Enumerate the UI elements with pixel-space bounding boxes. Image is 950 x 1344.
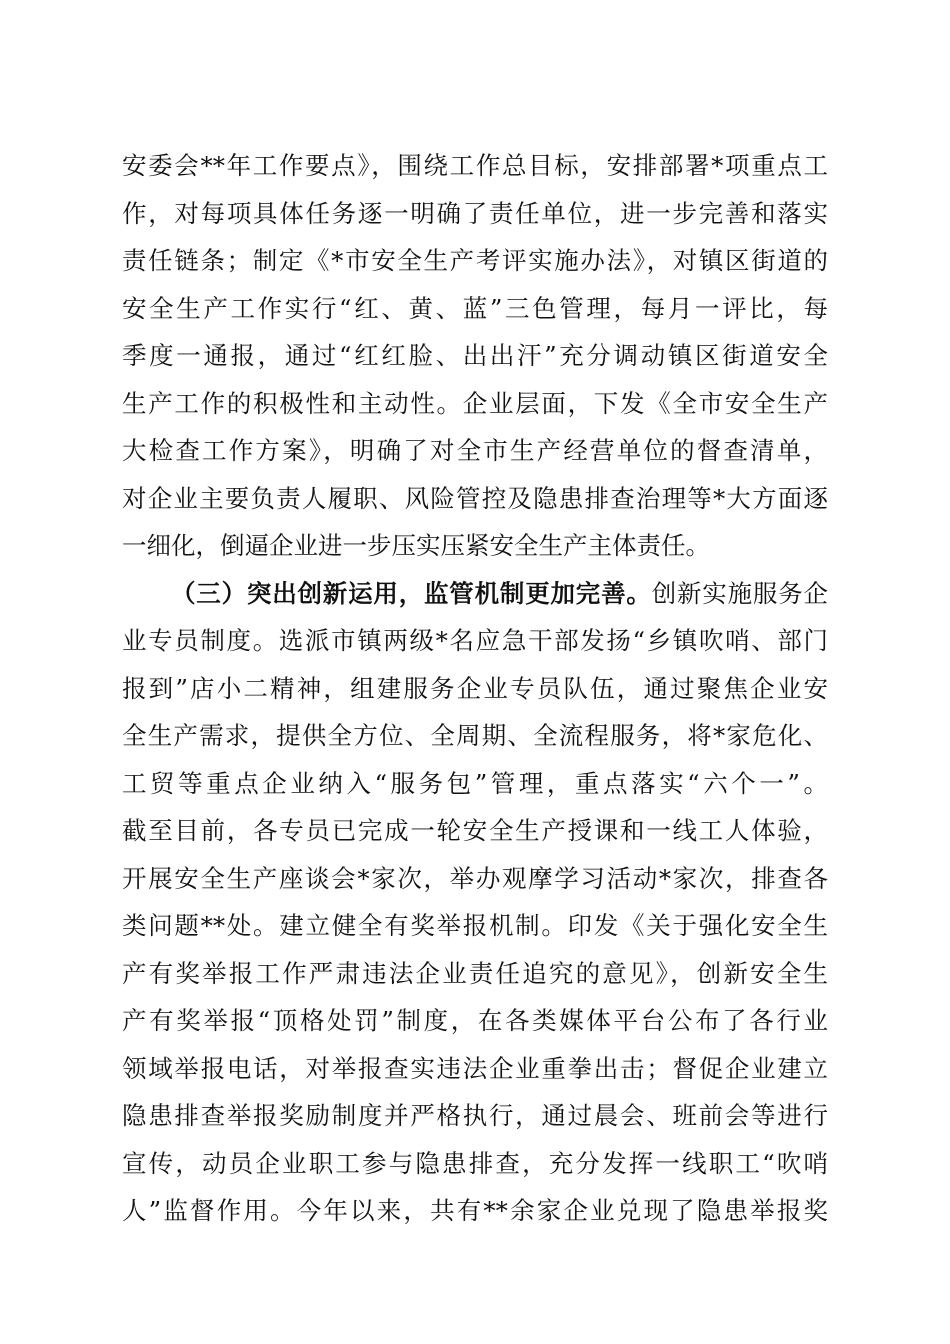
text-line: 截至目前，各专员已完成一轮安全生产授课和一线工人体验，	[122, 816, 828, 845]
text-line: 全生产需求，提供全方位、全周期、全流程服务，将*家危化、	[122, 721, 828, 750]
text-line: 类问题**处。建立健全有奖举报机制。印发《关于强化安全生	[122, 911, 828, 940]
paragraph-safety-responsibility	[122, 142, 828, 570]
text-line: 产有奖举报工作严肃违法企业责任追究的意见》，创新安全生	[122, 958, 828, 988]
text-line: 责任链条；制定《*市安全生产考评实施办法》，对镇区街道的	[122, 246, 828, 275]
heading-line-text: 创新实施服务企	[651, 578, 829, 608]
text-line: 开展安全生产座谈会*家次，举办观摩学习活动*家次，排查各	[122, 863, 828, 893]
text-line: 安委会**年工作要点》，围绕工作总目标，安排部署*项重点工	[122, 151, 828, 180]
text-line: 宣传，动员企业职工参与隐患排查，充分发挥一线职工“吹哨	[122, 1148, 828, 1178]
text-line: 隐患排查举报奖励制度并严格执行，通过晨会、班前会等进行	[122, 1101, 828, 1130]
text-line: 生产工作的积极性和主动性。企业层面，下发《全市安全生产	[122, 388, 828, 418]
text-line: 产有奖举报“顶格处罚”制度，在各类媒体平台公布了各行业	[122, 1006, 828, 1035]
text-line: 对企业主要负责人履职、风险管控及隐患排查治理等*大方面逐	[122, 483, 828, 513]
paragraph-innovation-supervision	[122, 570, 828, 1235]
text-line: 领域举报电话，对举报查实违法企业重拳出击；督促企业建立	[122, 1053, 828, 1083]
body-text	[122, 142, 828, 1235]
text-line: 作，对每项具体任务逐一明确了责任单位，进一步完善和落实	[122, 198, 828, 228]
text-line-with-heading	[122, 570, 828, 618]
text-line: 人”监督作用。今年以来，共有**余家企业兑现了隐患举报奖	[122, 1196, 828, 1225]
text-line: 工贸等重点企业纳入“服务包”管理，重点落实“六个一”。	[122, 768, 828, 798]
text-line: 业专员制度。选派市镇两级*名应急干部发扬“乡镇吹哨、部门	[122, 626, 828, 655]
text-line: 一细化，倒逼企业进一步压实压紧安全生产主体责任。	[122, 531, 710, 560]
section-heading: （三）突出创新运用，监管机制更加完善。	[171, 578, 652, 608]
text-line: 大检查工作方案》，明确了对全市生产经营单位的督查清单，	[122, 436, 828, 465]
text-line: 报到”店小二精神，组建服务企业专员队伍，通过聚焦企业安	[122, 673, 828, 703]
text-line: 安全生产工作实行“红、黄、蓝”三色管理，每月一评比，每	[122, 293, 828, 323]
text-line: 季度一通报，通过“红红脸、出出汗”充分调动镇区街道安全	[122, 341, 828, 370]
